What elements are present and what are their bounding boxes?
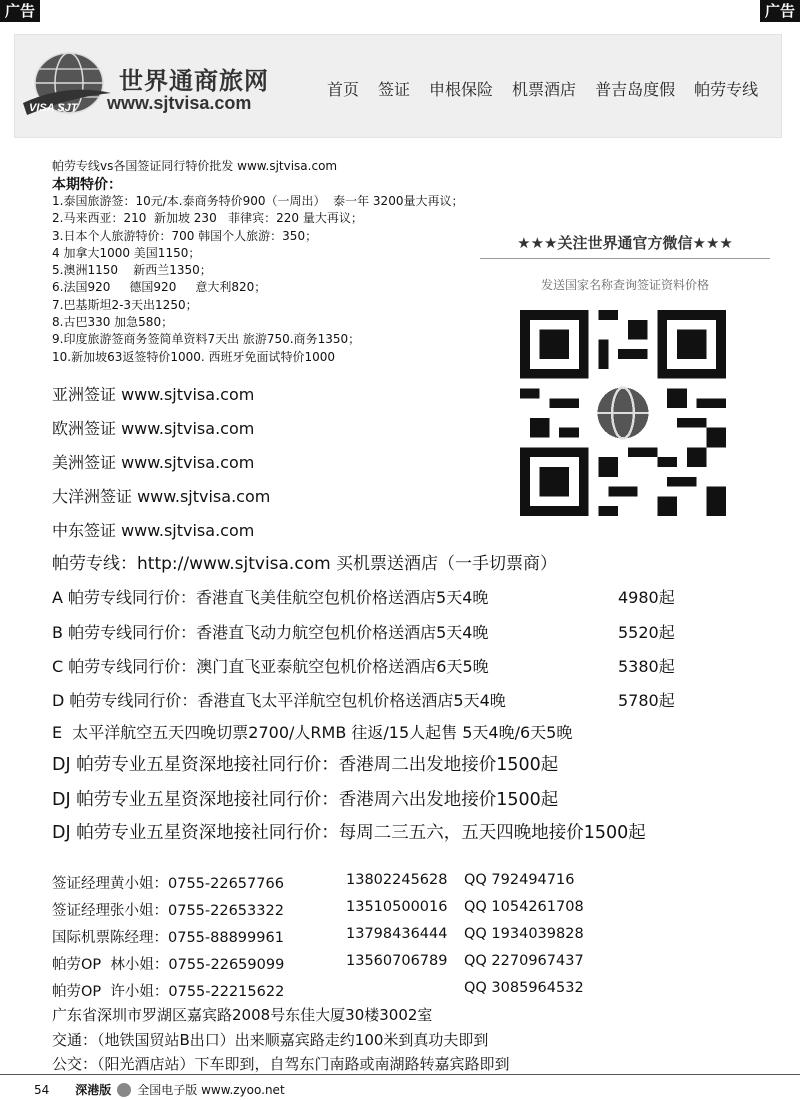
site-header bbox=[14, 34, 782, 138]
palau-line-heading: 帕劳专线：http://www.sjtvisa.com 买机票送酒店（一手切票商） bbox=[52, 554, 558, 574]
dj-line-saturday: DJ 帕劳专业五星资深地接社同行价：香港周六出发地接价1500起 bbox=[52, 790, 559, 810]
traffic-directions: 交通：（地铁国贸站B出口）出来顺嘉宾路走约100米到真功夫即到 bbox=[52, 1031, 489, 1049]
region-visa-europe[interactable]: 欧洲签证 www.sjtvisa.com bbox=[52, 419, 255, 438]
wechat-divider bbox=[480, 258, 770, 259]
nav-schengen-insurance[interactable]: 申根保险 bbox=[429, 80, 494, 99]
nav-phuket[interactable]: 普吉岛度假 bbox=[595, 80, 676, 99]
page-number: 54 bbox=[34, 1082, 50, 1097]
ad-label-left: 广告 bbox=[0, 0, 40, 22]
package-b-price: 5520起 bbox=[618, 623, 675, 642]
bus-directions: 公交：（阳光酒店站）下车即到，自驾东门南路或南湖路转嘉宾路即到 bbox=[52, 1055, 510, 1073]
main-nav bbox=[327, 77, 777, 100]
dj-line-weekly: DJ 帕劳专业五星资深地接社同行价：每周二三五六，五天四晚地接价1500起 bbox=[52, 823, 646, 843]
contact-mobile: 13802245628 bbox=[346, 872, 448, 888]
region-visa-asia[interactable]: 亚洲签证 www.sjtvisa.com bbox=[52, 385, 255, 404]
special-item: 8.古巴330 加急580； bbox=[52, 315, 174, 330]
brand-name: 世界通商旅网 bbox=[119, 67, 269, 95]
special-offers-list bbox=[52, 193, 463, 366]
nav-palau[interactable]: 帕劳专线 bbox=[694, 80, 759, 99]
contact-qq: QQ 3085964532 bbox=[464, 980, 584, 996]
package-c-text: C 帕劳专线同行价：澳门直飞亚泰航空包机价格送酒店6天5晚 bbox=[52, 657, 489, 676]
package-a-text: A 帕劳专线同行价：香港直飞美佳航空包机价格送酒店5天4晚 bbox=[52, 588, 489, 607]
edition-badge-icon bbox=[117, 1083, 131, 1097]
special-item: 4 加拿大1000 美国1150； bbox=[52, 245, 201, 260]
special-item: 7.巴基斯坦2-3天出1250； bbox=[52, 297, 198, 312]
wechat-subtitle: 发送国家名称查询签证资料价格 bbox=[540, 278, 709, 292]
contact-qq: QQ 792494716 bbox=[464, 872, 575, 888]
dj-line-tuesday: DJ 帕劳专业五星资深地接社同行价：香港周二出发地接价1500起 bbox=[52, 755, 559, 775]
contact-label: 国际机票陈经理：0755-88899961 bbox=[52, 930, 284, 946]
special-item: 1.泰国旅游签：10元/本.泰商务特价900（一周出） 泰一年 3200量大再议； bbox=[52, 194, 464, 208]
e-edition-link[interactable]: 全国电子版 www.zyoo.net bbox=[137, 1083, 285, 1097]
contact-mobile: 13798436444 bbox=[346, 926, 448, 942]
special-item: 5.澳洲1150 新西兰1350； bbox=[52, 263, 212, 278]
contact-mobile: 13510500016 bbox=[346, 899, 448, 915]
contact-qq: QQ 1934039828 bbox=[464, 926, 584, 942]
region-visa-oceania[interactable]: 大洋洲签证 www.sjtvisa.com bbox=[52, 487, 271, 506]
special-item: 6.法国920 德国920 意大利820； bbox=[52, 280, 267, 295]
office-address: 广东省深圳市罗湖区嘉宾路2008号东佳大厦30楼3002室 bbox=[52, 1006, 433, 1024]
globe-logo-icon bbox=[21, 49, 113, 123]
contact-label: 签证经理张小姐：0755-22653322 bbox=[52, 903, 284, 919]
contact-label: 签证经理黄小姐：0755-22657766 bbox=[52, 876, 284, 892]
wechat-title: ★★★关注世界通官方微信★★★ bbox=[517, 234, 733, 252]
package-b-text: B 帕劳专线同行价：香港直飞动力航空包机价格送酒店5天4晚 bbox=[52, 623, 489, 642]
special-item: 10.新加坡63返签特价1000. 西班牙免面试特价1000 bbox=[52, 349, 336, 364]
nav-visa[interactable]: 签证 bbox=[378, 80, 411, 99]
region-visa-middle-east[interactable]: 中东签证 www.sjtvisa.com bbox=[52, 521, 255, 540]
contact-qq: QQ 1054261708 bbox=[464, 899, 584, 915]
package-e-text: E 太平洋航空五天四晚切票2700/人RMB 往返/15人起售 5天4晚/6天5晚 bbox=[52, 723, 573, 742]
contact-mobile: 13560706789 bbox=[346, 953, 448, 969]
brand-url[interactable]: www.sjtvisa.com bbox=[107, 93, 252, 113]
package-d-price: 5780起 bbox=[618, 691, 675, 710]
wechat-qr-code-icon[interactable] bbox=[520, 310, 726, 516]
package-d-text: D 帕劳专线同行价：香港直飞太平洋航空包机价格送酒店5天4晚 bbox=[52, 691, 506, 710]
package-a-price: 4980起 bbox=[618, 588, 675, 607]
page-footer bbox=[34, 1081, 285, 1098]
special-title: 本期特价： bbox=[52, 177, 122, 193]
package-c-price: 5380起 bbox=[618, 657, 675, 676]
contact-label: 帕劳OP 许小姐：0755-22215622 bbox=[52, 984, 285, 1000]
special-item: 9.印度旅游签商务签简单资料7天出 旅游750.商务1350； bbox=[52, 332, 361, 347]
logo-text: VISA SJT bbox=[29, 102, 78, 114]
contact-label: 帕劳OP 林小姐：0755-22659099 bbox=[52, 957, 285, 973]
contact-qq: QQ 2270967437 bbox=[464, 953, 584, 969]
ad-label-right: 广告 bbox=[760, 0, 800, 22]
region-visa-list bbox=[52, 378, 270, 548]
nav-home[interactable]: 首页 bbox=[327, 80, 360, 99]
intro-line: 帕劳专线vs各国签证同行特价批发 www.sjtvisa.com bbox=[52, 159, 338, 173]
footer-divider bbox=[0, 1074, 800, 1075]
special-item: 2.马来西亚：210 新加坡 230 菲律宾：220 量大再议； bbox=[52, 211, 363, 226]
region-visa-americas[interactable]: 美洲签证 www.sjtvisa.com bbox=[52, 453, 255, 472]
special-item: 3.日本个人旅游特价：700 韩国个人旅游：350； bbox=[52, 228, 318, 243]
nav-flights-hotels[interactable]: 机票酒店 bbox=[512, 80, 577, 99]
edition-label: 深港版 bbox=[75, 1083, 112, 1097]
